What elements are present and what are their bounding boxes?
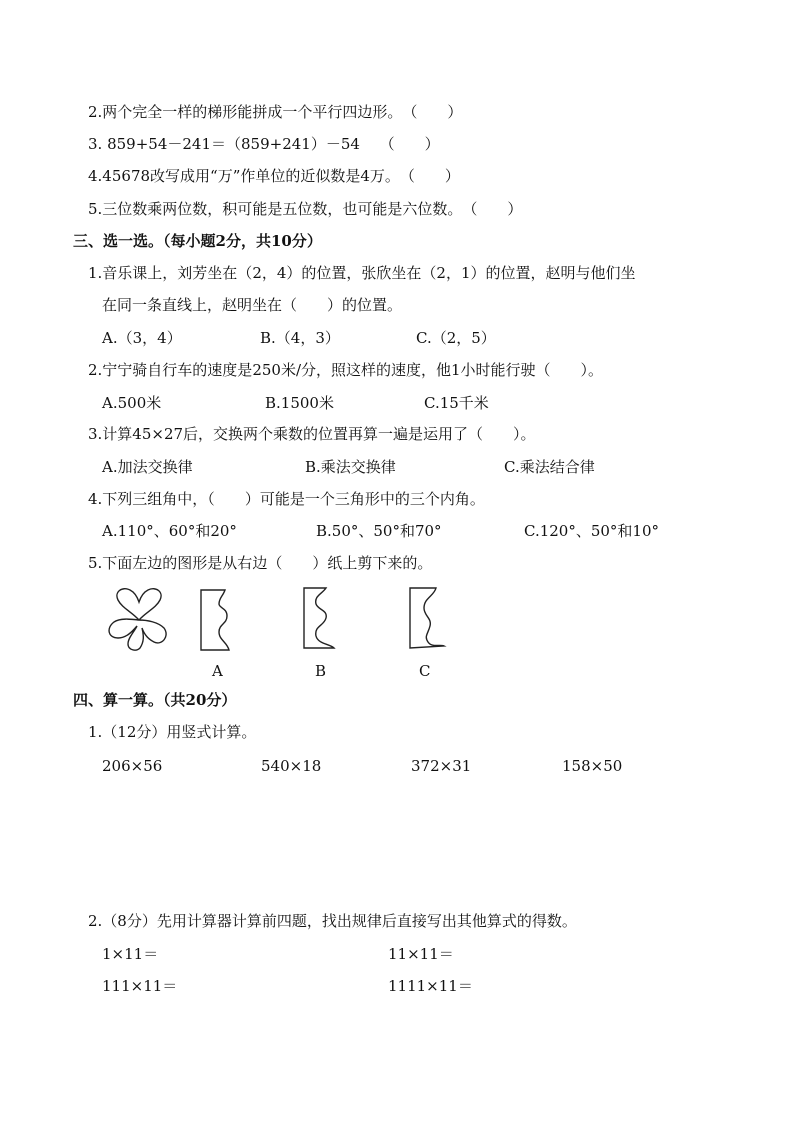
s4-q1-text: 1.（12分）用竖式计算。 xyxy=(88,723,257,741)
pattern-expr-2: 11×11＝ xyxy=(388,945,454,963)
clover-cutout-figure xyxy=(104,586,174,652)
q4-option-b: B.50°、50°和70° xyxy=(316,522,442,540)
judge-item-3: 3. 859+54－241＝（859+241）－54 （ ） xyxy=(88,135,440,153)
pattern-expr-4: 1111×11＝ xyxy=(388,977,473,995)
q2-option-b: B.1500米 xyxy=(265,394,334,412)
q5-text: 5.下面左边的图形是从右边（ ）纸上剪下来的。 xyxy=(88,554,433,572)
q4-text: 4.下列三组角中，（ ）可能是一个三角形中的三个内角。 xyxy=(88,490,485,508)
q2-text: 2.宁宁骑自行车的速度是250米/分，照这样的速度，他1小时能行驶（ ）。 xyxy=(88,361,604,379)
paper-option-a-figure xyxy=(197,588,241,654)
q4-option-c: C.120°、50°和10° xyxy=(524,522,660,540)
section4-heading: 四、算一算。（共20分） xyxy=(73,691,237,709)
figure-label-c: C xyxy=(419,662,431,680)
paper-option-c-figure xyxy=(406,586,450,654)
q3-text: 3.计算45×27后，交换两个乘数的位置再算一遍是运用了（ ）。 xyxy=(88,425,536,443)
q1-option-b: B.（4，3） xyxy=(260,329,340,347)
q3-option-a: A.加法交换律 xyxy=(102,458,193,476)
section3-heading: 三、选一选。（每小题2分，共10分） xyxy=(73,232,322,250)
s4-q2-text: 2.（8分）先用计算器计算前四题，找出规律后直接写出其他算式的得数。 xyxy=(88,912,577,930)
q1-option-c: C.（2，5） xyxy=(416,329,496,347)
q3-option-c: C.乘法结合律 xyxy=(504,458,595,476)
paper-option-b-figure xyxy=(300,586,344,654)
figure-label-a: A xyxy=(212,662,223,680)
q1-option-a: A.（3，4） xyxy=(102,329,182,347)
judge-item-4: 4.45678改写成用“万”作单位的近似数是4万。 （ ） xyxy=(88,167,460,185)
pattern-expr-3: 111×11＝ xyxy=(102,977,178,995)
q2-option-a: A.500米 xyxy=(102,394,162,412)
calc-problem-4: 158×50 xyxy=(562,757,623,775)
q1-line1: 1.音乐课上，刘芳坐在（2，4）的位置，张欣坐在（2，1）的位置，赵明与他们坐 xyxy=(88,264,636,282)
pattern-expr-1: 1×11＝ xyxy=(102,945,159,963)
judge-item-5: 5.三位数乘两位数，积可能是五位数，也可能是六位数。 （ ） xyxy=(88,200,523,218)
calc-problem-2: 540×18 xyxy=(261,757,322,775)
q2-option-c: C.15千米 xyxy=(424,394,489,412)
calc-problem-1: 206×56 xyxy=(102,757,163,775)
figure-label-b: B xyxy=(315,662,327,680)
calc-problem-3: 372×31 xyxy=(411,757,472,775)
q4-option-a: A.110°、60°和20° xyxy=(102,522,237,540)
q1-line2: 在同一条直线上，赵明坐在（ ）的位置。 xyxy=(102,296,403,314)
q3-option-b: B.乘法交换律 xyxy=(305,458,396,476)
judge-item-2: 2.两个完全一样的梯形能拼成一个平行四边形。 （ ） xyxy=(88,103,463,121)
